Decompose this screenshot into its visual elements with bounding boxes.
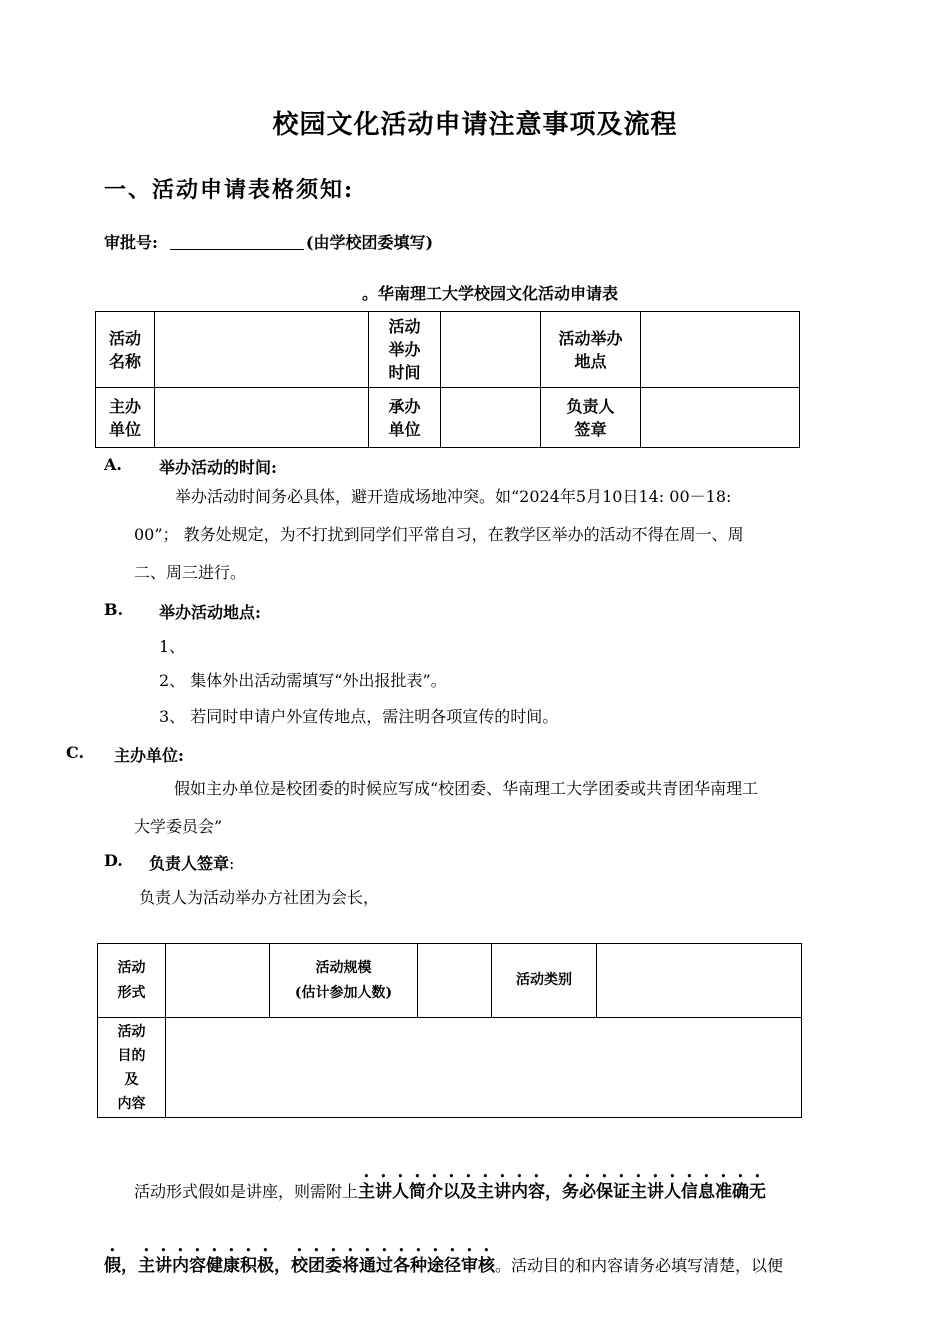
section-a-line2: 00”； 教务处规定，为不打扰到同学们平常自习，在教学区举办的活动不得在周一、周 <box>134 525 744 544</box>
cell-activity-location-label: 活动举办 地点 <box>541 312 641 388</box>
section-b-item3: 3、 若同时申请户外宣传地点，需注明各项宣传的时间。 <box>159 707 559 726</box>
section-d-title-line <box>149 851 234 874</box>
final-emphasis-1: 主讲人简介以及主讲内容，务必保证主讲人信息准确无 <box>358 1182 767 1202</box>
section-c-line1: 假如主办单位是校团委的时候应写成“校团委、华南理工大学团委或共青团华南理工 <box>174 779 759 798</box>
section-a-label: A. <box>104 455 122 474</box>
section-d-title: 负责人签章 <box>149 854 230 873</box>
cell-co-organizer-label: 承办 单位 <box>369 388 441 448</box>
cell-organizer-value <box>155 388 369 448</box>
cell-signature-label: 负责人 签章 <box>541 388 641 448</box>
cell-activity-form-label: 活动 形式 <box>98 944 166 1018</box>
section-b-label: B. <box>104 600 124 619</box>
cell-activity-time-value <box>441 312 541 388</box>
section-c-label: C. <box>66 743 85 762</box>
cell-activity-scale-value <box>418 944 492 1018</box>
application-form-table <box>95 311 800 448</box>
final-plain-2: 。活动目的和内容请务必填写清楚，以便 <box>495 1256 784 1275</box>
section-c-title: 主办单位: <box>114 746 184 765</box>
cell-co-organizer-value <box>441 388 541 448</box>
section-d-label: D. <box>104 851 123 870</box>
approval-label: 审批号: <box>104 233 158 252</box>
final-paragraph-line2 <box>104 1246 783 1276</box>
section-a-title: 举办活动的时间: <box>159 458 277 477</box>
section-d-colon: : <box>229 854 235 873</box>
cell-activity-category-label: 活动类别 <box>492 944 597 1018</box>
approval-number-line <box>104 230 433 253</box>
cell-organizer-label: 主办 单位 <box>96 388 155 448</box>
form-title: 。华南理工大学校园文化活动申请表 <box>361 284 618 303</box>
section-a-line1: 举办活动时间务必具体，避开造成场地冲突。如“2024年5月10日14: 00－18: <box>175 487 732 506</box>
section-heading: 一、活动申请表格须知: <box>104 177 355 203</box>
cell-activity-scale-label: 活动规模 (估计参加人数) <box>270 944 418 1018</box>
section-b-item2: 2、 集体外出活动需填写“外出报批表”。 <box>159 671 447 690</box>
activity-detail-table <box>97 943 802 1118</box>
section-d-line1: 负责人为活动举办方社团为会长， <box>139 888 380 907</box>
section-b-item1: 1、 <box>159 637 186 656</box>
section-a-line3: 二、周三进行。 <box>134 563 247 582</box>
section-c-line2: 大学委员会” <box>134 817 223 836</box>
cell-activity-form-value <box>166 944 270 1018</box>
cell-activity-purpose-label: 活动 目的 及 内容 <box>98 1018 166 1118</box>
cell-activity-category-value <box>597 944 802 1018</box>
cell-activity-time-label: 活动 举办 时间 <box>369 312 441 388</box>
page-title: 校园文化活动申请注意事项及流程 <box>272 110 678 140</box>
section-b-title: 举办活动地点: <box>159 603 261 622</box>
approval-blank <box>170 235 304 250</box>
cell-activity-location-value <box>641 312 800 388</box>
cell-activity-name-value <box>155 312 369 388</box>
final-plain-1: 活动形式假如是讲座，则需附上 <box>134 1182 359 1201</box>
final-emphasis-2: 假，主讲内容健康积极，校团委将通过各种途径审核 <box>104 1256 495 1276</box>
final-paragraph-line1 <box>134 1172 766 1202</box>
cell-activity-purpose-value <box>166 1018 802 1118</box>
cell-activity-name-label: 活动 名称 <box>96 312 155 388</box>
approval-note: (由学校团委填写) <box>305 233 434 252</box>
cell-signature-value <box>641 388 800 448</box>
